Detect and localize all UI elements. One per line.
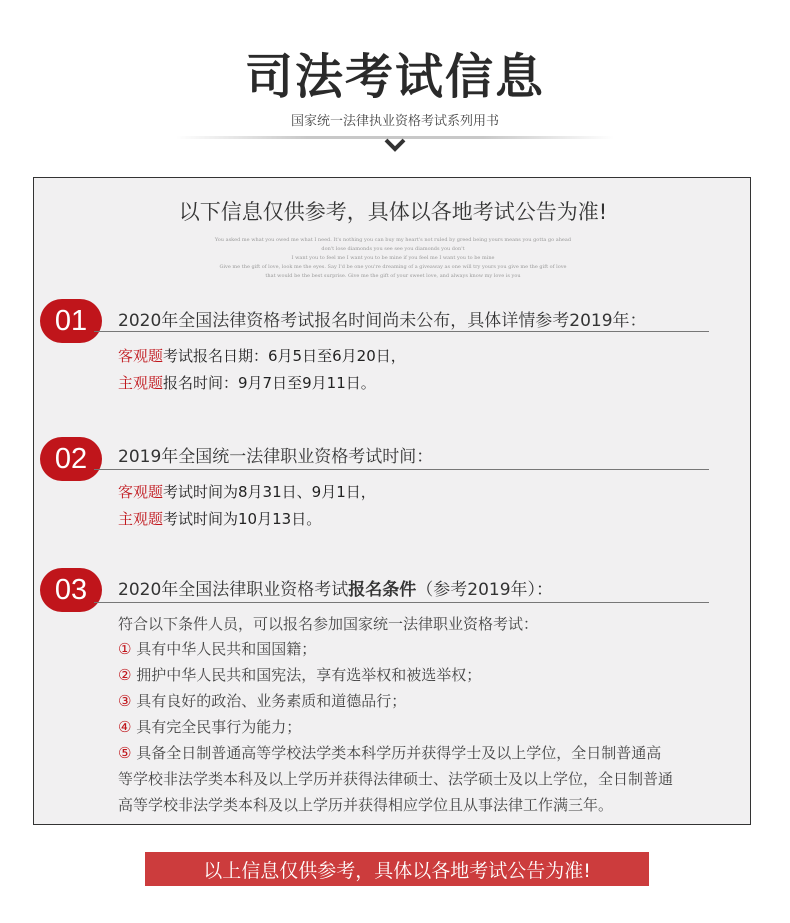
decorative-line: don't lose diamonds you see see you diamonds you don't xyxy=(321,246,465,252)
info-text: 考试时间为10月13日。 xyxy=(163,510,322,528)
info-panel xyxy=(33,177,751,825)
condition-mark: ⑤ xyxy=(118,744,132,762)
footer-notice-bar: 以上信息仅供参考，具体以各地考试公告为准! xyxy=(145,852,649,886)
info-text: 报名时间：9月7日至9月11日。 xyxy=(163,374,376,392)
section-title: 2019年全国统一法律职业资格考试时间： xyxy=(118,447,434,467)
condition-text: 具有完全民事行为能力； xyxy=(131,718,302,736)
section-title-text: （参考2019年）： xyxy=(416,580,554,600)
section-divider xyxy=(94,469,709,470)
condition-text: 拥护中华人民共和国宪法，享有选举权和被选举权； xyxy=(131,666,482,684)
condition-item xyxy=(118,664,481,685)
condition-item xyxy=(118,638,316,659)
info-line xyxy=(118,481,376,502)
info-line xyxy=(118,508,321,529)
condition-mark: ④ xyxy=(118,718,132,736)
section-title: 2020年全国法律资格考试报名时间尚未公布，具体详情参考2019年： xyxy=(118,311,647,331)
subjective-tag: 主观题 xyxy=(118,374,164,392)
info-line xyxy=(118,345,406,366)
condition-text: 具备全日制普通高等学校法学类本科学历并获得学士及以上学位，全日制普通高 xyxy=(131,744,662,762)
info-text: 考试时间为8月31日、9月1日， xyxy=(163,483,376,501)
panel-notice: 以下信息仅供参考，具体以各地考试公告为准! xyxy=(178,200,608,224)
decorative-line: that would be the best surprise. Give me the gift of your sweet love, and always know my love is you xyxy=(265,273,521,279)
condition-text: 具有中华人民共和国国籍； xyxy=(131,640,317,658)
condition-mark: ③ xyxy=(118,692,132,710)
objective-tag: 客观题 xyxy=(118,483,164,501)
info-line xyxy=(118,372,376,393)
decorative-line: You asked me what you owed me what I need. It's nothing you can buy my heart's not ruled by greed being yours means you gotta go ahead xyxy=(214,237,572,243)
info-text: 考试报名日期：6月5日至6月20日， xyxy=(163,347,406,365)
condition-continuation: 等学校非法学类本科及以上学历并获得法律硕士、法学硕士及以上学位，全日制普通 xyxy=(118,770,674,788)
condition-mark: ① xyxy=(118,640,132,658)
section-divider xyxy=(94,602,709,603)
section-title-bold: 报名条件 xyxy=(348,580,417,600)
section-number-badge: 03 xyxy=(40,568,102,612)
conditions-intro: 符合以下条件人员，可以报名参加国家统一法律职业资格考试： xyxy=(118,615,539,633)
subjective-tag: 主观题 xyxy=(118,510,164,528)
condition-item xyxy=(118,742,661,763)
condition-item xyxy=(118,716,301,737)
page-subtitle: 国家统一法律执业资格考试系列用书 xyxy=(290,114,499,129)
section-title-text: 2020年全国法律职业资格考试 xyxy=(118,580,349,600)
condition-item xyxy=(118,690,406,711)
decorative-text xyxy=(34,236,752,281)
section-number-badge: 02 xyxy=(40,437,102,481)
page-title: 司法考试信息 xyxy=(244,49,545,105)
objective-tag: 客观题 xyxy=(118,347,164,365)
condition-text: 具有良好的政治、业务素质和道德品行； xyxy=(131,692,407,710)
condition-continuation: 高等学校非法学类本科及以上学历并获得相应学位且从事法律工作满三年。 xyxy=(118,796,614,814)
decorative-line: Give me the gift of love, look me the eyes. Say I'd be one you're dreaming of a giveaway as one will try yours you give me the gift of love xyxy=(219,264,567,270)
chevron-down-icon xyxy=(384,138,406,152)
condition-mark: ② xyxy=(118,666,132,684)
decorative-line: I want you to feel me I want you to be mine if you feel me I want you to be mine xyxy=(291,255,495,261)
section-title xyxy=(118,575,553,600)
section-divider xyxy=(94,331,709,332)
section-number-badge: 01 xyxy=(40,299,102,343)
